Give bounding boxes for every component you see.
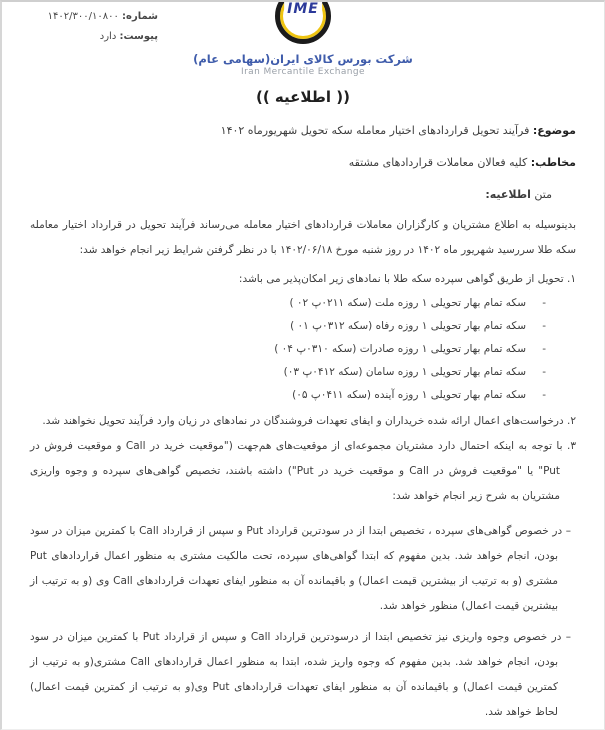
item-1-text: تحویل از طریق گواهی سپرده سکه طلا با نمادهای زیر امکان‌پذیر می باشد:	[238, 273, 564, 285]
subject-line	[30, 123, 576, 138]
item-3-marker: ۳.	[567, 440, 576, 452]
numbered-item-1	[30, 267, 576, 292]
sub-item-1-text: در خصوص گواهی‌های سپرده ، تخصیص ابتدا از در سودترین قرارداد Put و سپس از قرارداد Call با کمترین میزان در سود بودن، انجام خواهد شد. بدین مفهوم که ابتدا گواهی‌های سپرده، تحت مالکیت مشتری به منظور اعمال قراردادهای Put مشتری (و به ترتیب از بیشترین قیمت اعمال) و باقیمانده آن به منظور ایفای تعهدات قراردادهای Call وی (و به ترتیب از بیشترین قیمت اعمال) منظور خواهد شد.	[30, 525, 563, 612]
dash-bullet-icon: -	[542, 366, 546, 378]
list-item	[30, 292, 546, 315]
dash-bullet-icon: -	[542, 343, 546, 355]
document-number-value: ۱۴۰۲/۳۰۰/۱۰۸۰۰	[47, 11, 119, 22]
dash-bullet-icon: –	[565, 631, 571, 643]
attachment-label: پیوست:	[119, 31, 158, 42]
sub-item-2-text: در خصوص وجوه واریزی نیز تخصیص ابتدا از درسودترین قرارداد Call و سپس از قرارداد Put با کمترین میزان در سود بودن، انجام خواهد شد. بدین مفهوم که وجوه واریز شده، ابتدا به منظور اعمال قراردادهای Call مشتری(و به ترتیب از کمترین قیمت اعمال) و باقیمانده آن به منظور ایفای تعهدات قراردادهای Put وی(و به ترتیب از کمترین قیمت اعمال) لحاظ خواهد شد.	[30, 631, 562, 718]
dash-bullet-icon: -	[542, 389, 546, 401]
audience-text: کلیه فعالان معاملات قراردادهای مشتقه	[348, 156, 528, 169]
coin-symbol-list	[30, 292, 546, 407]
body-label-bold: اطلاعیه:	[485, 188, 531, 201]
sub-item-deposited-funds	[30, 625, 571, 725]
item-2-marker: ۲.	[567, 415, 576, 427]
subject-text: فرآیند تحویل قراردادهای اختیار معامله سکه تحویل شهریورماه ۱۴۰۲	[220, 124, 530, 137]
dash-bullet-icon: -	[542, 320, 546, 332]
company-name-en: Iran Mercantile Exchange	[241, 67, 365, 77]
dash-bullet-icon: -	[542, 297, 546, 309]
list-item	[30, 361, 546, 384]
audience-line	[30, 155, 576, 170]
notice-content	[30, 88, 576, 725]
item-2-text: درخواست‌های اعمال ارائه شده خریداران و ایفای تعهدات فروشندگان در نمادهای در زیان وارد فرآیند تحویل نخواهند شد.	[42, 415, 564, 427]
numbered-item-3	[30, 434, 576, 509]
ime-logo-icon	[273, 2, 333, 48]
coin-item-text: سکه تمام بهار تحویلی ۱ روزه سامان (سکه ۰۴۱۲پ ۰۳)	[283, 366, 526, 378]
item-1-marker: ۱.	[567, 273, 576, 285]
list-item	[30, 315, 546, 338]
subject-label: موضوع:	[532, 124, 576, 137]
sub-item-deposit-certificates	[30, 519, 571, 619]
dash-bullet-icon: –	[565, 525, 572, 537]
body-label-line	[30, 187, 552, 202]
company-name-fa: شرکت بورس کالای ایران(سهامی عام)	[193, 52, 413, 66]
ime-monogram: IME	[284, 1, 322, 17]
item-3-text: با توجه به اینکه احتمال دارد مشتریان مجموعه‌ای از موقعیت‌های هم‌جهت ("موقعیت خرید در Call و موقعیت فروش در Put" یا "موقعیت فروش در Call و موقعیت خرید در Put") داشته باشند، تخصیص گواهی‌های سپرده و وجوه واریزی مشتریان به شرح زیر انجام خواهد شد:	[30, 440, 563, 502]
coin-item-text: سکه تمام بهار تحویلی ۱ روزه آینده (سکه ۰۴۱۱پ ۰۵)	[292, 389, 526, 401]
numbered-item-2	[30, 409, 576, 434]
list-item	[30, 384, 546, 407]
notice-title: (( اطلاعیه ))	[256, 88, 350, 106]
audience-label: مخاطب:	[530, 156, 576, 169]
body-label-plain: متن	[534, 188, 552, 201]
attachment-value: دارد	[99, 31, 117, 42]
coin-item-text: سکه تمام بهار تحویلی ۱ روزه صادرات (سکه ۰۳۱۰پ ۰۴ )	[274, 343, 526, 355]
intro-paragraph: بدینوسیله به اطلاع مشتریان و کارگزاران معاملات قراردادهای اختیار معامله می‌رساند فرآیند تحویل در قرارداد اختیار معامله سکه طلا سررسید شهریور ماه ۱۴۰۲ در روز شنبه مورخ ۱۴۰۲/۰۶/۱۸ با در نظر گرفتن شرایط زیر انجام خواهد شد:	[30, 219, 576, 256]
coin-item-text: سکه تمام بهار تحویلی ۱ روزه ملت (سکه ۰۲۱۱پ ۰۲ )	[289, 297, 526, 309]
list-item	[30, 338, 546, 361]
logo-block	[2, 2, 604, 77]
document-number-label: شماره:	[122, 11, 158, 22]
coin-item-text: سکه تمام بهار تحویلی ۱ روزه رفاه (سکه ۰۳۱۲پ ۰۱ )	[290, 320, 526, 332]
